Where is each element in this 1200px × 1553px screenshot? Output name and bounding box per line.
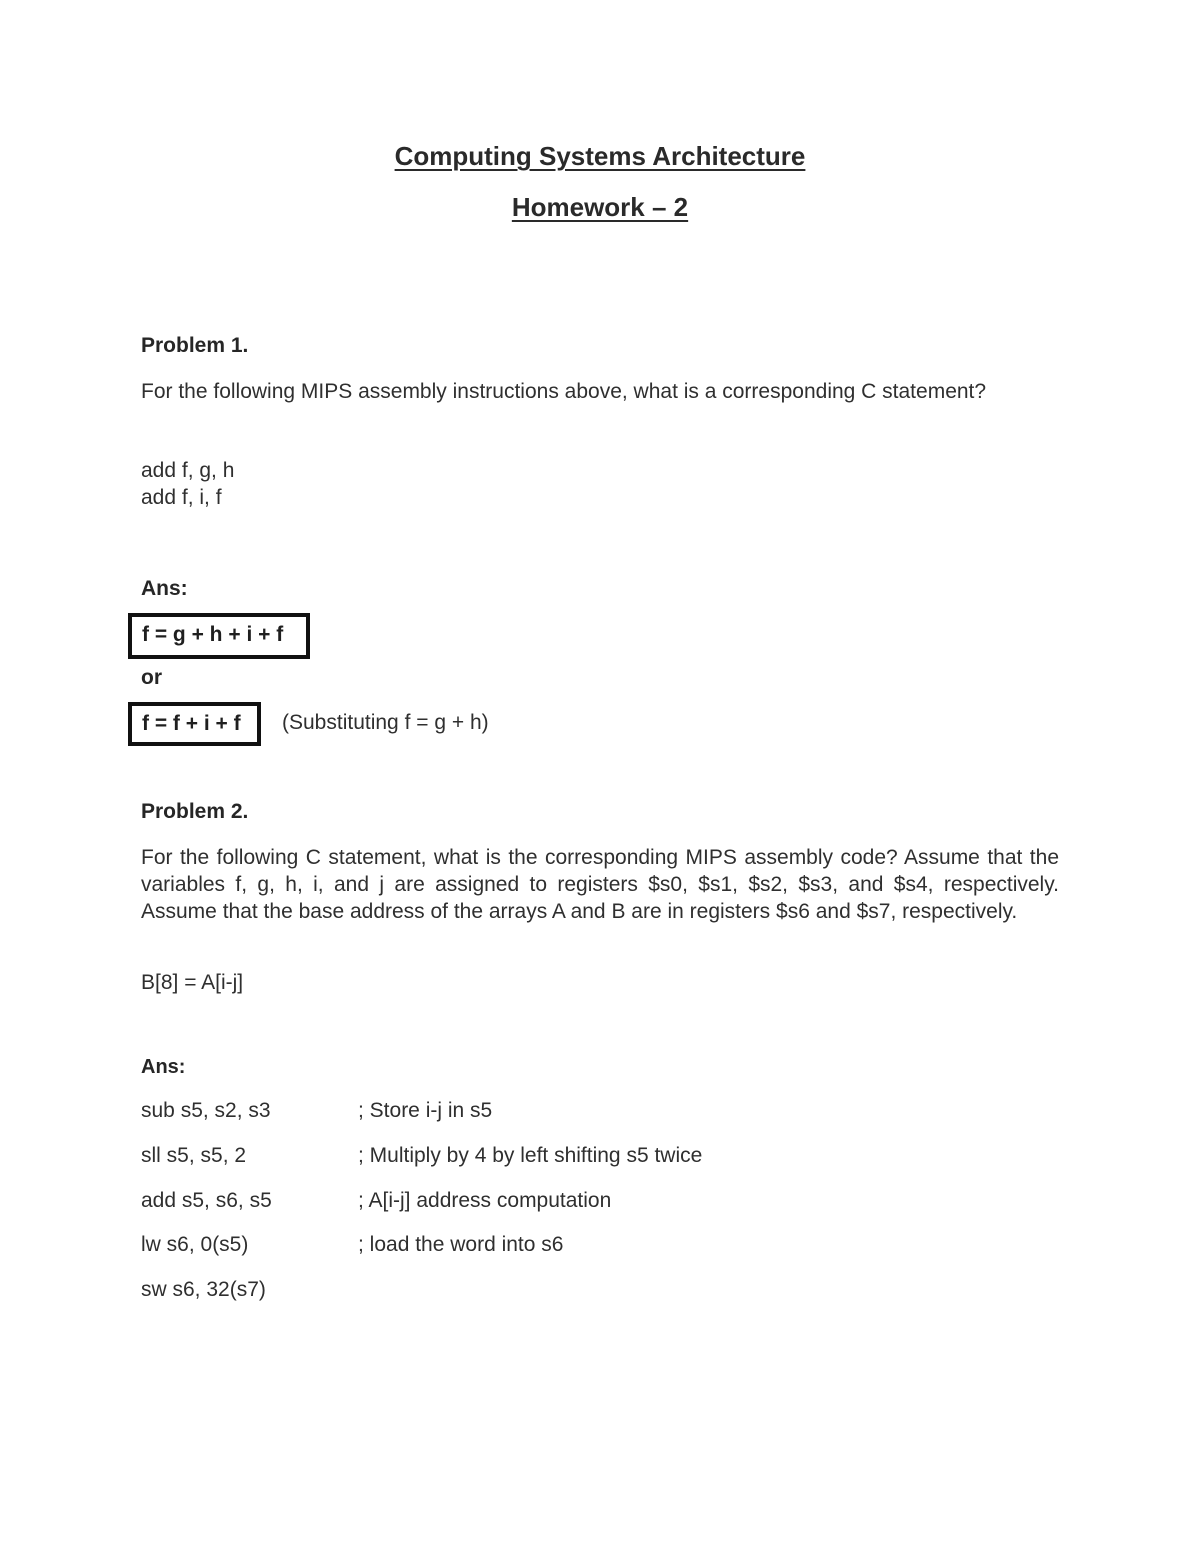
problem1-heading: Problem 1. [141,334,249,357]
problem1-code-line-2: add f, i, f [141,486,222,509]
answer2-note: (Substituting f = g + h) [282,711,489,734]
problem2-statement: B[8] = A[i-j] [141,971,244,994]
document-title: Computing Systems Architecture [394,141,806,171]
or-label: or [141,666,162,689]
problem1-question: For the following MIPS assembly instructions above, what is a corresponding C statement? [141,380,987,403]
asm-instruction: sub s5, s2, s3 [141,1099,271,1122]
problem2-heading: Problem 2. [141,800,249,823]
problem1-ans-label: Ans: [141,577,188,600]
asm-comment: ; Store i-j in s5 [358,1099,493,1122]
asm-comment: ; A[i-j] address computation [358,1189,612,1212]
problem2-question: For the following C statement, what is the corresponding MIPS assembly code? Assume that the variables f, g, h, i, and j are assigned to registers $s0, $s1, $s2, $s3, and $s4, respectively. Assume that the base address of the arrays A and B are in registers $s6 and $s7, respectively. [141,846,1059,923]
answer1-box: f = g + h + i + f [128,613,310,659]
asm-comment: ; load the word into s6 [358,1233,564,1256]
document-subtitle: Homework – 2 [511,192,689,222]
asm-comment: ; Multiply by 4 by left shifting s5 twice [358,1144,703,1167]
asm-instruction: add s5, s6, s5 [141,1189,272,1212]
asm-instruction: sll s5, s5, 2 [141,1144,247,1167]
asm-instruction: sw s6, 32(s7) [141,1278,266,1301]
problem2-ans-label: Ans: [141,1056,186,1078]
asm-instruction: lw s6, 0(s5) [141,1233,249,1256]
problem1-code-line-1: add f, g, h [141,459,235,482]
answer2-box: f = f + i + f [128,702,261,746]
